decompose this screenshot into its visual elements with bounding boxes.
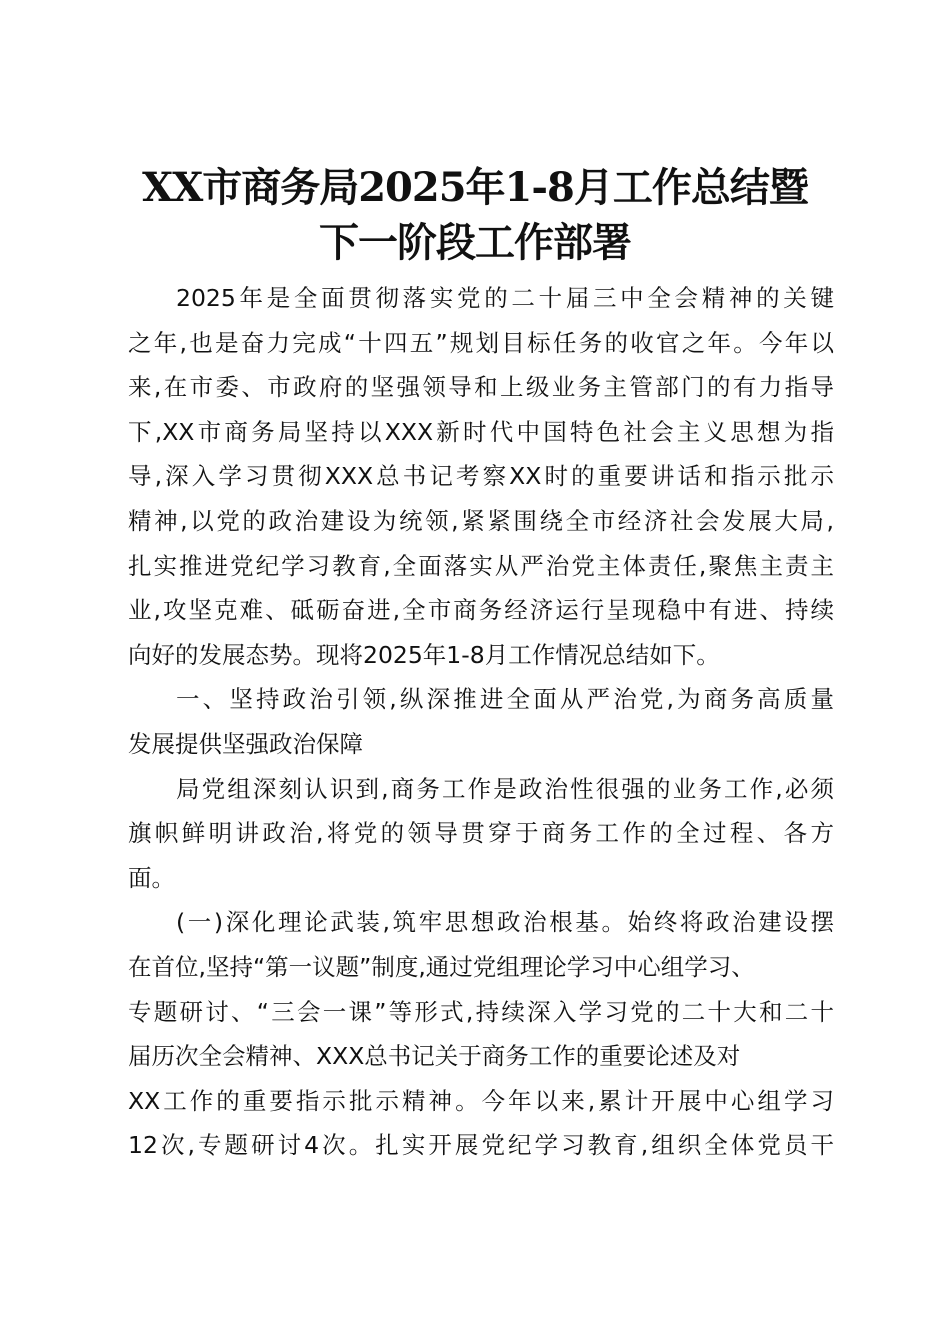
document-title-line-2: 下一阶段工作部署 (319, 219, 631, 266)
section-heading-line: 发展提供坚强政治保障 (128, 729, 363, 758)
paragraph-line: 局党组深刻认识到,商务工作是政治性很强的业务工作,必须 (176, 774, 834, 803)
subsection-paragraph-line: 12次,专题研讨4次。扎实开展党纪学习教育,组织全体党员干 (128, 1131, 834, 1160)
document-title-line-1: XX市商务局2025年1-8月工作总结暨 (142, 164, 808, 211)
paragraph-line: 旗帜鲜明讲政治,将党的领导贯穿于商务工作的全过程、各方 (128, 819, 834, 848)
paragraph-intro-line: 2025年是全面贯彻落实党的二十届三中全会精神的关键 (176, 284, 834, 312)
paragraph-intro-line: 业,攻坚克难、砥砺奋进,全市商务经济运行呈现稳中有进、持续 (128, 596, 834, 625)
paragraph-intro-line: 向好的发展态势。现将2025年1-8月工作情况总结如下。 (128, 640, 720, 669)
subsection-paragraph-line: 在首位,坚持“第一议题”制度,通过党组理论学习中心组学习、 (128, 952, 755, 981)
paragraph-intro-line: 扎实推进党纪学习教育,全面落实从严治党主体责任,聚焦主责主 (128, 551, 834, 580)
paragraph-intro-line: 精神,以党的政治建设为统领,紧紧围绕全市经济社会发展大局, (128, 506, 834, 535)
document-body (128, 276, 834, 1168)
paragraph-line: 面。 (128, 863, 175, 892)
paragraph-intro-line: 来,在市委、市政府的坚强领导和上级业务主管部门的有力指导 (128, 373, 834, 402)
paragraph-intro-line: 导,深入学习贯彻XXX总书记考察XX时的重要讲话和指示批示 (128, 462, 834, 491)
paragraph-intro-line: 下,XX市商务局坚持以XXX新时代中国特色社会主义思想为指 (128, 417, 834, 446)
subsection-paragraph-line: XX工作的重要指示批示精神。今年以来,累计开展中心组学习 (128, 1086, 834, 1115)
subsection-paragraph-line: 专题研讨、“三会一课”等形式,持续深入学习党的二十大和二十 (128, 997, 834, 1026)
paragraph-intro-line: 之年,也是奋力完成“十四五”规划目标任务的收官之年。今年以 (128, 328, 834, 357)
section-heading-line: 一、坚持政治引领,纵深推进全面从严治党,为商务高质量 (176, 685, 834, 714)
subsection-paragraph-line: (一)深化理论武装,筑牢思想政治根基。始终将政治建设摆 (176, 908, 834, 937)
subsection-paragraph-line: 届历次全会精神、XXX总书记关于商务工作的重要论述及对 (128, 1042, 741, 1071)
